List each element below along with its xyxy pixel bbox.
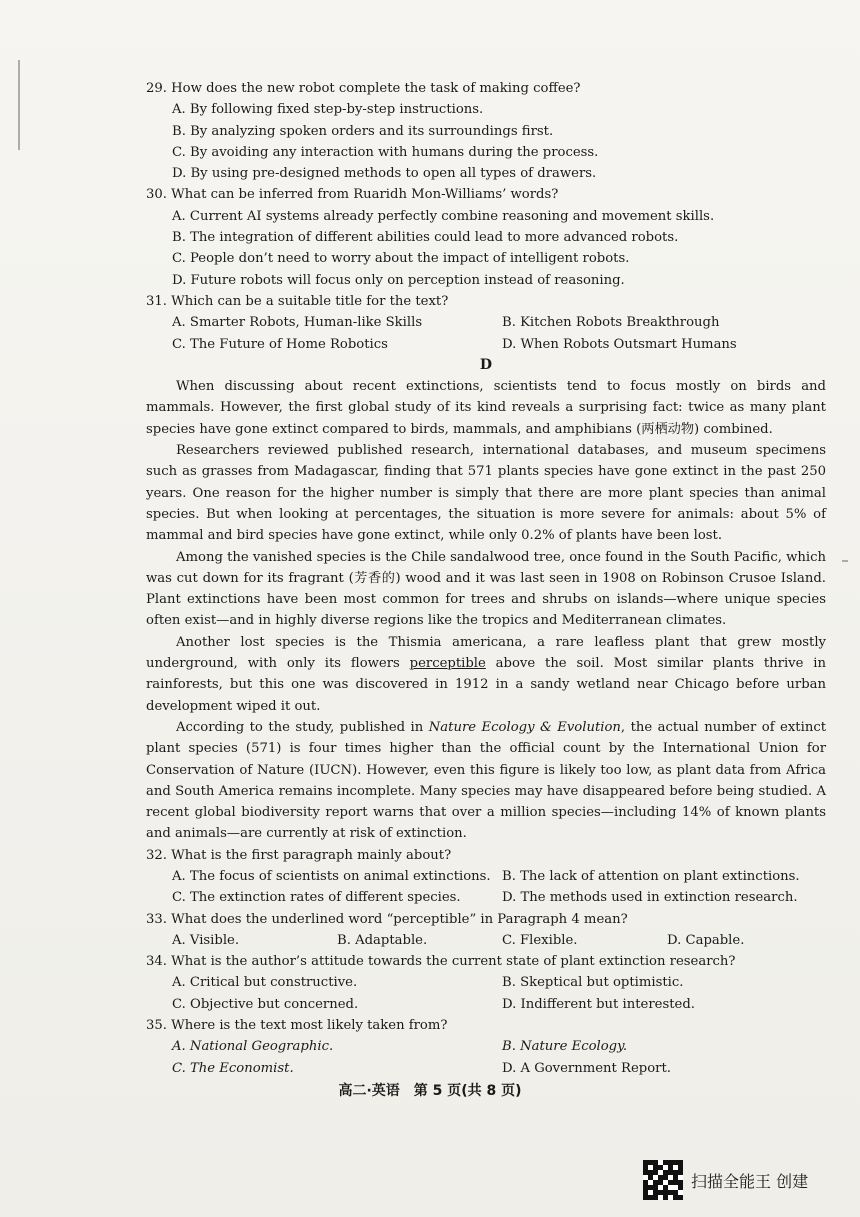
option-32-b: B. The lack of attention on plant extinctions. (502, 868, 800, 884)
option-31-d: D. When Robots Outsmart Humans (502, 336, 737, 352)
paragraph-5-text-start: According to the study, published in (176, 719, 429, 735)
question-32: 32. What is the first paragraph mainly about? (146, 847, 452, 863)
underlined-word: perceptible (409, 656, 486, 672)
section-heading: D (479, 356, 493, 373)
options-33 (172, 930, 826, 951)
option-29-b: B. By analyzing spoken orders and its surroundings first. (172, 123, 554, 139)
option-31-c: C. The Future of Home Robotics (172, 336, 388, 352)
option-35-a: A. National Geographic. (172, 1039, 334, 1055)
option-33-b: B. Adaptable. (337, 932, 428, 948)
option-32-d: D. The methods used in extinction research. (502, 890, 798, 906)
passage-paragraph-4 (146, 632, 826, 717)
option-31-a: A. Smarter Robots, Human-like Skills (172, 315, 423, 331)
option-33-c: C. Flexible. (502, 932, 578, 948)
option-29-c: C. By avoiding any interaction with humans during the process. (172, 144, 599, 160)
passage-paragraph-5 (146, 717, 826, 845)
passage-paragraph-3: Among the vanished species is the Chile sandalwood tree, once found in the South Pacific, which was cut down for its fragrant (芳香的) wood and it was last seen in 1908 on Robinson Crusoe Island. Plant extinctions have been most common for trees and shrubs on islands—where unique species often exist—and in highly diverse regions like the tropics and Mediterranean climates. (146, 549, 826, 629)
option-30-c: C. People don’t need to worry about the impact of intelligent robots. (172, 251, 630, 267)
options-34 (172, 972, 826, 1015)
option-33-a: A. Visible. (172, 932, 240, 948)
options-35 (172, 1036, 826, 1079)
option-29-a: A. By following fixed step-by-step instructions. (172, 102, 484, 118)
paragraph-4-text-end: above the soil. Most similar plants thrive in rainforests, but this one was discovered in 1912 in a sandy wetland near Chicago before urban development wiped it out. (146, 656, 826, 714)
page-footer: 高二·英语 第 5 页(共 8 页) (338, 1083, 522, 1099)
paragraph-4-text-start: Another lost species is the Thismia americana, a rare leafless plant that grew mostly underground, with only its flowers (146, 634, 826, 672)
scan-edge-mark (18, 60, 20, 150)
option-29-d: D. By using pre-designed methods to open all types of drawers. (172, 166, 597, 182)
question-31: 31. Which can be a suitable title for the text? (146, 293, 449, 309)
option-35-b: B. Nature Ecology. (502, 1039, 628, 1055)
question-34: 34. What is the author’s attitude towards the current state of plant extinction research? (146, 954, 736, 970)
option-32-c: C. The extinction rates of different species. (172, 890, 461, 906)
option-35-c: C. The Economist. (172, 1060, 294, 1076)
watermark-text: 扫描全能王 创建 (691, 1171, 809, 1191)
option-34-d: D. Indifferent but interested. (502, 996, 695, 1012)
question-35: 35. Where is the text most likely taken from? (146, 1018, 448, 1034)
option-30-a: A. Current AI systems already perfectly combine reasoning and movement skills. (172, 208, 715, 224)
option-30-b: B. The integration of different abilities could lead to more advanced robots. (172, 230, 679, 246)
option-33-d: D. Capable. (667, 932, 745, 948)
scanner-watermark (643, 1160, 808, 1200)
passage-paragraph-2: Researchers reviewed published research, international databases, and museum specimens such as grasses from Madagascar, finding that 571 plants species have gone extinct in the past 250 years. One reason for the higher number is simply that there are more plant species than animal species. But when looking at percentages, the situation is more severe for animals: about 5% of mammal and bird species have gone extinct, while only 0.2% of plants have been lost. (146, 443, 826, 544)
option-31-b: B. Kitchen Robots Breakthrough (502, 315, 720, 331)
journal-name: Nature Ecology & Evolution (428, 719, 621, 735)
question-29: 29. How does the new robot complete the task of making coffee? (146, 81, 581, 96)
option-30-d: D. Future robots will focus only on perception instead of reasoning. (172, 272, 625, 288)
question-30: 30. What can be inferred from Ruaridh Mon-Williams’ words? (146, 187, 559, 203)
paragraph-5-text-end: , the actual number of extinct plant species (571) is four times higher than the official count by the International Union for Conservation of Nature (IUCN). However, even this figure is likely too low, as plant data from Africa and South America remains incomplete. Many species may have disappeared before being studied. A recent global biodiversity report warns that over a million species—including 14% of known plants and animals—are currently at risk of extinction. (146, 719, 826, 842)
options-32 (172, 866, 826, 909)
passage-paragraph-1: When discussing about recent extinctions, scientists tend to focus mostly on birds and mammals. However, the first global study of its kind reveals a surprising fact: twice as many plant species have gone extinct compared to birds, mammals, and amphibians (两栖动物) combined. (146, 379, 826, 437)
option-34-b: B. Skeptical but optimistic. (502, 975, 684, 991)
question-33: 33. What does the underlined word “perceptible” in Paragraph 4 mean? (146, 911, 628, 927)
option-35-d: D. A Government Report. (502, 1060, 671, 1076)
option-32-a: A. The focus of scientists on animal extinctions. (172, 868, 491, 884)
option-34-a: A. Critical but constructive. (172, 975, 358, 991)
options-31 (172, 312, 826, 355)
scan-edge-mark (842, 560, 848, 562)
option-34-c: C. Objective but concerned. (172, 996, 359, 1012)
page-content (146, 78, 826, 1079)
qr-code-icon (643, 1160, 683, 1200)
